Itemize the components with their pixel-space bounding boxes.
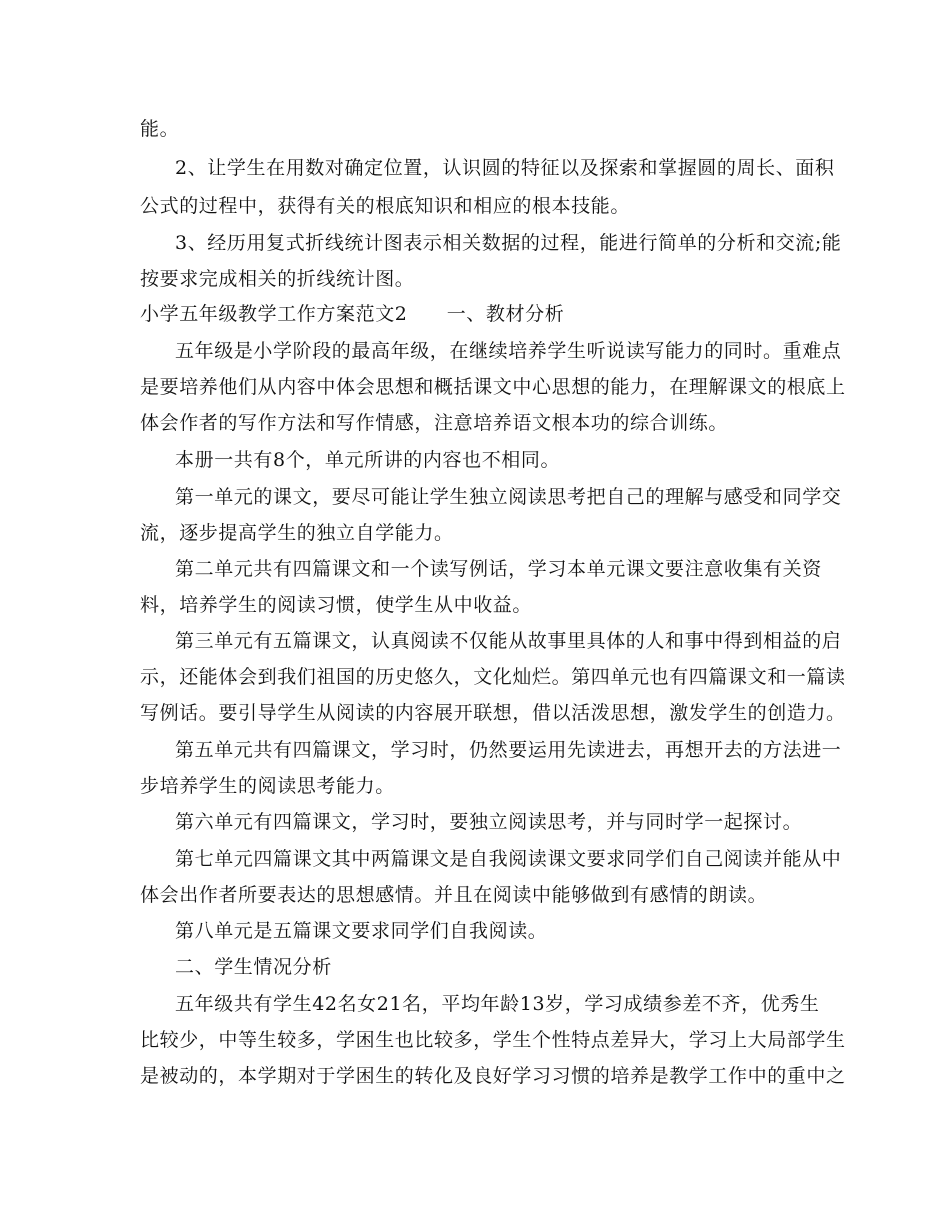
text-line: 第三单元有五篇课文，认真阅读不仅能从故事里具体的人和事中得到相益的启 (175, 630, 842, 652)
text-line: 五年级共有学生42名女21名，平均年龄13岁，学习成绩参差不齐，优秀生 (175, 993, 820, 1015)
text-line: 第六单元有四篇课文，学习时，要独立阅读思考，并与同时学一起探讨。 (175, 811, 803, 833)
text-line: 第八单元是五篇课文要求同学们自我阅读。 (175, 920, 548, 942)
text-line: 3、经历用复式折线统计图表示相关数据的过程，能进行简单的分析和交流;能 (175, 232, 842, 254)
text-line: 写例话。要引导学生从阅读的内容展开联想，借以活泼思想，激发学生的创造力。 (140, 702, 846, 724)
text-line: 第二单元共有四篇课文和一个读写例话，学习本单元课文要注意收集有关资 (175, 558, 822, 580)
section-heading: 二、学生情况分析 (175, 956, 332, 978)
section-heading: 小学五年级教学工作方案范文2 一、教材分析 (140, 303, 565, 325)
text-line: 第七单元四篇课文其中两篇课文是自我阅读课文要求同学们自己阅读并能从中 (175, 848, 842, 870)
text-line: 料，培养学生的阅读习惯，使学生从中收益。 (140, 594, 533, 616)
text-line: 流，逐步提高学生的独立自学能力。 (140, 522, 454, 544)
text-line: 第五单元共有四篇课文，学习时，仍然要运用先读进去，再想开去的方法进一 (175, 739, 842, 761)
text-line: 体会出作者所要表达的思想感情。并且在阅读中能够做到有感情的朗读。 (140, 884, 768, 906)
text-line: 按要求完成相关的折线统计图。 (140, 268, 415, 290)
text-line: 是要培养他们从内容中体会思想和概括课文中心思想的能力，在理解课文的根底上 (140, 376, 846, 398)
text-line: 本册一共有8个，单元所讲的内容也不相同。 (175, 449, 561, 471)
text-line: 步培养学生的阅读思考能力。 (140, 775, 395, 797)
text-line: 示，还能体会到我们祖国的历史悠久，文化灿烂。第四单元也有四篇课文和一篇读 (140, 666, 846, 688)
text-line: 2、让学生在用数对确定位置，认识圆的特征以及探索和掌握圆的周长、面积 (175, 157, 835, 179)
text-line: 能。 (140, 118, 180, 140)
text-line: 体会作者的写作方法和写作情感，注意培养语文根本功的综合训练。 (140, 412, 729, 434)
text-line: 第一单元的课文，要尽可能让学生独立阅读思考把自己的理解与感受和同学交 (175, 486, 842, 508)
text-line: 比较少，中等生较多，学困生也比较多，学生个性特点差异大，学习上大局部学生 (140, 1029, 846, 1051)
text-line: 五年级是小学阶段的最高年级，在继续培养学生听说读写能力的同时。重难点 (175, 340, 842, 362)
text-line: 公式的过程中，获得有关的根底知识和相应的根本技能。 (140, 195, 631, 217)
text-line: 是被动的，本学期对于学困生的转化及良好学习习惯的培养是教学工作中的重中之 (140, 1065, 846, 1087)
